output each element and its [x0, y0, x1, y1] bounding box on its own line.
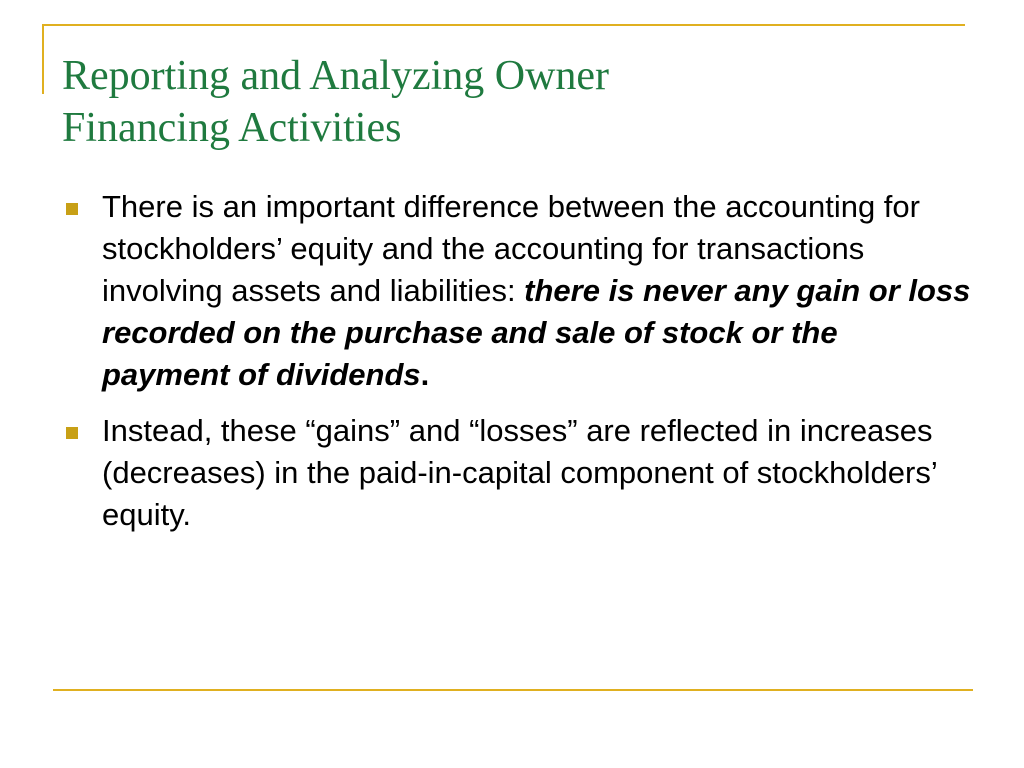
title-line-2: Financing Activities	[62, 105, 402, 151]
slide-title	[62, 50, 962, 154]
bullet-1-emphasis: there is never any gain or loss recorded on the purchase and sale of stock or the payment of dividends	[102, 273, 971, 392]
bullet-1-text: There is an important difference between the accounting for stockholders’ equity and the accounting for transactions involving assets and liabilities:	[102, 189, 920, 308]
bullet-item-2	[62, 410, 972, 536]
top-accent-rule	[42, 24, 965, 26]
bullet-1-end: .	[420, 357, 430, 392]
bullet-item-1	[62, 186, 972, 396]
bullet-2-text: Instead, these “gains” and “losses” are reflected in increases (decreases) in the paid-in-capital component of stockholders’ equity.	[102, 413, 937, 532]
square-bullet-icon	[66, 427, 78, 439]
bottom-accent-rule	[53, 689, 973, 691]
title-line-1: Reporting and Analyzing Owner	[62, 53, 610, 99]
bullet-list	[62, 186, 972, 550]
square-bullet-icon	[66, 203, 78, 215]
left-accent-rule	[42, 24, 44, 94]
